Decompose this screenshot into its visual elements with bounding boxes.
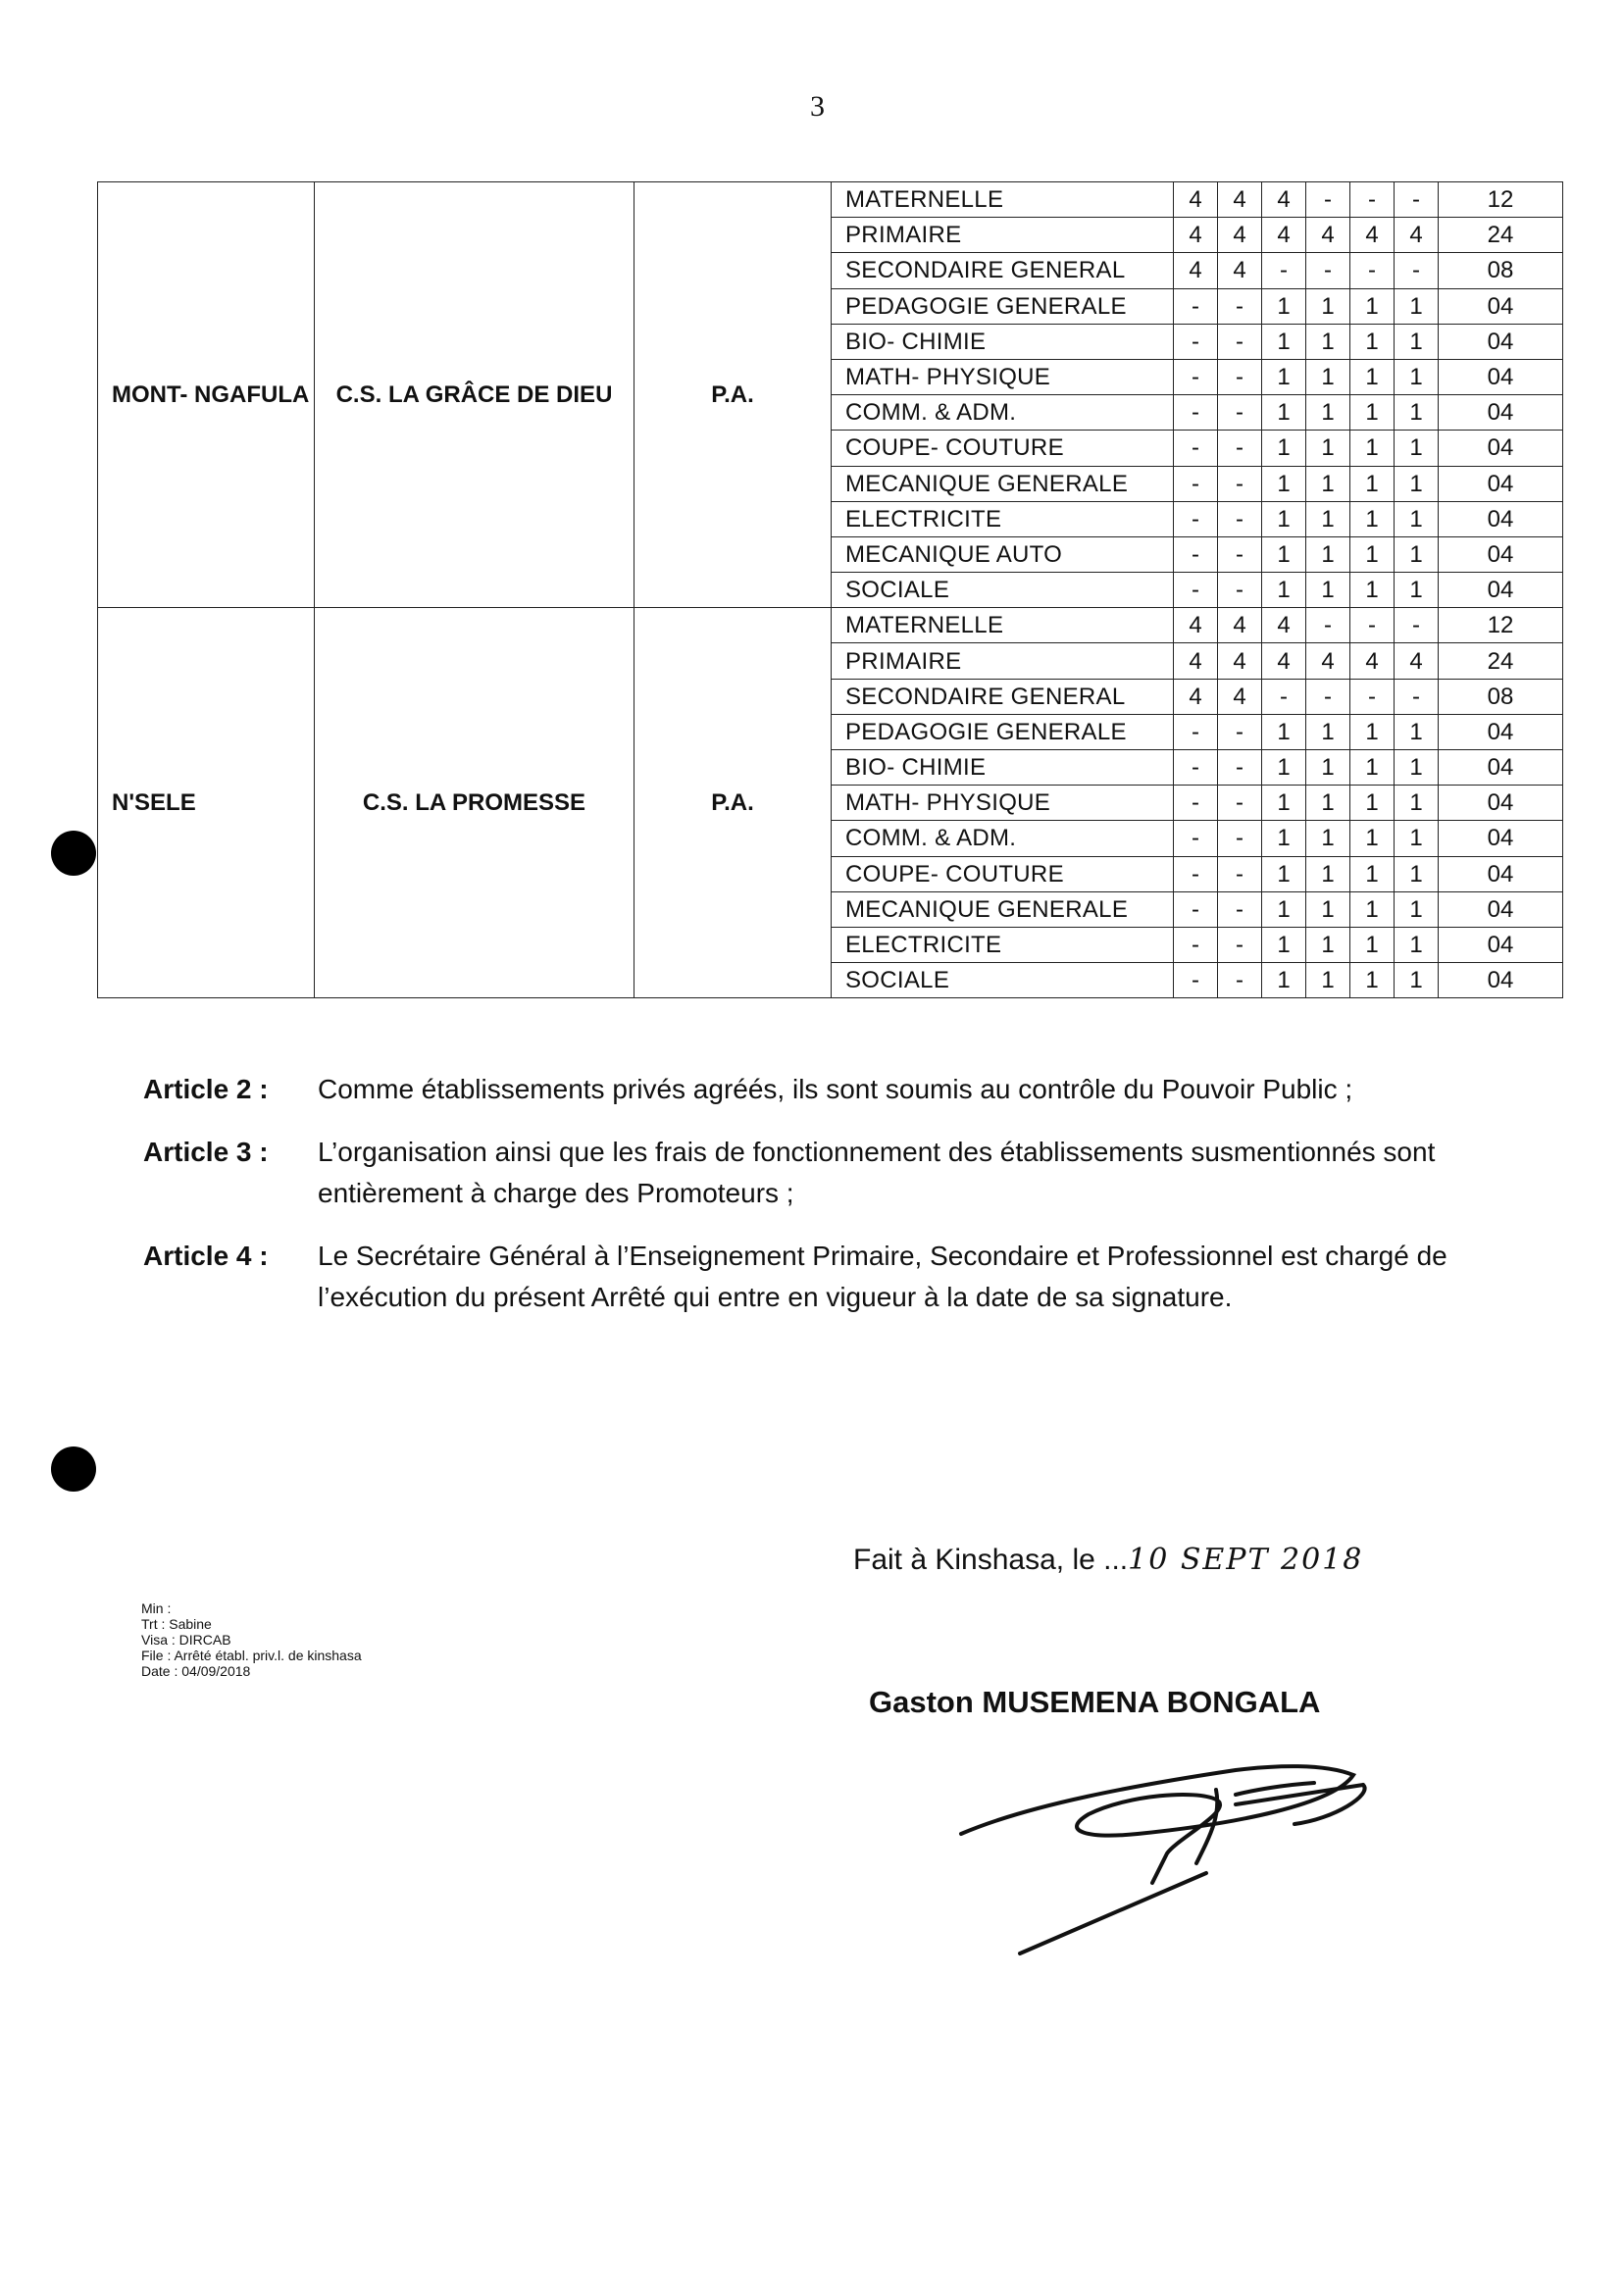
- class-count-cell: -: [1174, 536, 1218, 572]
- class-count-cell: 1: [1262, 714, 1306, 749]
- class-count-cell: -: [1350, 253, 1395, 288]
- class-count-cell: 1: [1395, 395, 1439, 431]
- class-count-cell: -: [1350, 679, 1395, 714]
- class-count-cell: 1: [1306, 786, 1350, 821]
- option-name-cell: BIO- CHIMIE: [832, 324, 1174, 359]
- option-name-cell: COMM. & ADM.: [832, 395, 1174, 431]
- class-count-cell: -: [1395, 608, 1439, 643]
- class-count-cell: 1: [1306, 288, 1350, 324]
- class-count-cell: -: [1174, 288, 1218, 324]
- option-name-cell: MATH- PHYSIQUE: [832, 786, 1174, 821]
- class-count-cell: 1: [1306, 891, 1350, 927]
- class-count-cell: -: [1306, 608, 1350, 643]
- class-count-cell: 4: [1262, 608, 1306, 643]
- class-count-cell: -: [1174, 821, 1218, 856]
- class-count-cell: 1: [1395, 891, 1439, 927]
- class-count-cell: -: [1174, 786, 1218, 821]
- class-count-cell: 1: [1306, 927, 1350, 962]
- option-name-cell: COMM. & ADM.: [832, 821, 1174, 856]
- class-count-cell: 1: [1306, 714, 1350, 749]
- total-cell: 12: [1439, 182, 1563, 218]
- class-count-cell: -: [1174, 431, 1218, 466]
- class-count-cell: 4: [1350, 643, 1395, 679]
- option-name-cell: SOCIALE: [832, 963, 1174, 998]
- class-count-cell: -: [1174, 501, 1218, 536]
- class-count-cell: 1: [1395, 288, 1439, 324]
- class-count-cell: 4: [1262, 182, 1306, 218]
- class-count-cell: -: [1218, 927, 1262, 962]
- class-count-cell: 1: [1350, 466, 1395, 501]
- class-count-cell: 1: [1395, 963, 1439, 998]
- article-label: Article 2 :: [143, 1074, 269, 1104]
- article: [143, 1236, 1447, 1318]
- class-count-cell: 1: [1306, 573, 1350, 608]
- metadata-line: Date : 04/09/2018: [141, 1663, 251, 1679]
- total-cell: 04: [1439, 963, 1563, 998]
- class-count-cell: -: [1174, 395, 1218, 431]
- article: [143, 1132, 1447, 1214]
- option-name-cell: PRIMAIRE: [832, 643, 1174, 679]
- class-count-cell: 1: [1350, 288, 1395, 324]
- class-count-cell: 1: [1262, 891, 1306, 927]
- metadata-line: File : Arrêté établ. priv.l. de kinshasa: [141, 1648, 362, 1663]
- total-cell: 04: [1439, 288, 1563, 324]
- total-cell: 04: [1439, 821, 1563, 856]
- signature: [941, 1746, 1393, 1971]
- regime-cell: P.A.: [634, 608, 832, 998]
- option-name-cell: SECONDAIRE GENERAL: [832, 679, 1174, 714]
- class-count-cell: -: [1174, 359, 1218, 394]
- class-count-cell: 1: [1350, 856, 1395, 891]
- class-count-cell: -: [1218, 573, 1262, 608]
- class-count-cell: 1: [1395, 856, 1439, 891]
- total-cell: 04: [1439, 395, 1563, 431]
- class-count-cell: 1: [1306, 359, 1350, 394]
- article-text: L’organisation ainsi que les frais de fonctionnement des établissements susmentionnés sont entièrement à charge des Promoteurs ;: [318, 1137, 1436, 1208]
- class-count-cell: 1: [1262, 288, 1306, 324]
- class-count-cell: 1: [1306, 821, 1350, 856]
- metadata-line: Min :: [141, 1600, 172, 1616]
- class-count-cell: 1: [1262, 359, 1306, 394]
- class-count-cell: 4: [1174, 608, 1218, 643]
- total-cell: 04: [1439, 891, 1563, 927]
- table-row: [98, 608, 1563, 643]
- total-cell: 24: [1439, 218, 1563, 253]
- class-count-cell: 1: [1262, 573, 1306, 608]
- option-name-cell: MECANIQUE AUTO: [832, 536, 1174, 572]
- class-count-cell: -: [1174, 573, 1218, 608]
- class-count-cell: 1: [1262, 927, 1306, 962]
- total-cell: 24: [1439, 643, 1563, 679]
- class-count-cell: 1: [1262, 431, 1306, 466]
- option-name-cell: MATERNELLE: [832, 608, 1174, 643]
- class-count-cell: 1: [1306, 466, 1350, 501]
- class-count-cell: 1: [1350, 501, 1395, 536]
- class-count-cell: -: [1306, 182, 1350, 218]
- total-cell: 04: [1439, 573, 1563, 608]
- class-count-cell: 1: [1350, 395, 1395, 431]
- class-count-cell: -: [1262, 253, 1306, 288]
- place-text: Fait à Kinshasa, le ...: [853, 1544, 1129, 1576]
- total-cell: 04: [1439, 927, 1563, 962]
- class-count-cell: -: [1306, 253, 1350, 288]
- class-count-cell: 1: [1395, 431, 1439, 466]
- total-cell: 04: [1439, 431, 1563, 466]
- option-name-cell: SOCIALE: [832, 573, 1174, 608]
- class-count-cell: 4: [1306, 218, 1350, 253]
- class-count-cell: -: [1218, 963, 1262, 998]
- total-cell: 04: [1439, 856, 1563, 891]
- option-name-cell: ELECTRICITE: [832, 927, 1174, 962]
- class-count-cell: 1: [1306, 324, 1350, 359]
- class-count-cell: -: [1350, 182, 1395, 218]
- class-count-cell: -: [1218, 501, 1262, 536]
- class-count-cell: 4: [1174, 182, 1218, 218]
- class-count-cell: 1: [1306, 750, 1350, 786]
- class-count-cell: 1: [1395, 750, 1439, 786]
- class-count-cell: 1: [1306, 856, 1350, 891]
- class-count-cell: 1: [1262, 750, 1306, 786]
- option-name-cell: COUPE- COUTURE: [832, 856, 1174, 891]
- class-count-cell: 1: [1262, 536, 1306, 572]
- class-count-cell: 4: [1218, 218, 1262, 253]
- class-count-cell: 1: [1306, 501, 1350, 536]
- class-count-cell: 1: [1262, 324, 1306, 359]
- article-label: Article 4 :: [143, 1241, 269, 1271]
- total-cell: 08: [1439, 679, 1563, 714]
- class-count-cell: 1: [1350, 821, 1395, 856]
- class-count-cell: -: [1174, 714, 1218, 749]
- commune-cell: MONT- NGAFULA: [98, 182, 315, 608]
- class-count-cell: -: [1174, 324, 1218, 359]
- total-cell: 04: [1439, 466, 1563, 501]
- class-count-cell: -: [1174, 891, 1218, 927]
- class-count-cell: -: [1218, 821, 1262, 856]
- handwritten-date: 10 SEPT 2018: [1128, 1543, 1364, 1577]
- class-count-cell: -: [1350, 608, 1395, 643]
- class-count-cell: 1: [1395, 501, 1439, 536]
- class-count-cell: 1: [1395, 714, 1439, 749]
- option-name-cell: MATERNELLE: [832, 182, 1174, 218]
- class-count-cell: -: [1174, 927, 1218, 962]
- class-count-cell: 1: [1262, 821, 1306, 856]
- class-count-cell: -: [1218, 431, 1262, 466]
- class-count-cell: 1: [1350, 750, 1395, 786]
- class-count-cell: -: [1218, 466, 1262, 501]
- class-count-cell: 1: [1306, 395, 1350, 431]
- class-count-cell: -: [1218, 395, 1262, 431]
- class-count-cell: -: [1218, 786, 1262, 821]
- class-count-cell: -: [1218, 714, 1262, 749]
- class-count-cell: -: [1174, 856, 1218, 891]
- class-count-cell: 1: [1395, 573, 1439, 608]
- punch-hole-mark: [51, 1446, 96, 1492]
- class-count-cell: 1: [1350, 324, 1395, 359]
- class-count-cell: -: [1395, 679, 1439, 714]
- class-count-cell: 1: [1395, 821, 1439, 856]
- class-count-cell: 1: [1262, 963, 1306, 998]
- place-date: [853, 1543, 1363, 1577]
- class-count-cell: 4: [1218, 608, 1262, 643]
- class-count-cell: -: [1218, 324, 1262, 359]
- option-name-cell: BIO- CHIMIE: [832, 750, 1174, 786]
- class-count-cell: 1: [1395, 466, 1439, 501]
- article-text: Le Secrétaire Général à l’Enseignement Primaire, Secondaire et Professionnel est chargé de l’exécution du présent Arrêté qui entre en vigueur à la date de sa signature.: [318, 1241, 1447, 1312]
- class-count-cell: 4: [1218, 643, 1262, 679]
- class-count-cell: 1: [1350, 786, 1395, 821]
- class-count-cell: -: [1218, 856, 1262, 891]
- class-count-cell: 1: [1306, 963, 1350, 998]
- article-label: Article 3 :: [143, 1137, 269, 1167]
- total-cell: 04: [1439, 359, 1563, 394]
- punch-hole-mark: [51, 831, 96, 876]
- schools-table: [97, 181, 1563, 998]
- option-name-cell: SECONDAIRE GENERAL: [832, 253, 1174, 288]
- class-count-cell: 4: [1174, 679, 1218, 714]
- class-count-cell: 1: [1306, 431, 1350, 466]
- class-count-cell: 4: [1306, 643, 1350, 679]
- class-count-cell: 4: [1262, 643, 1306, 679]
- option-name-cell: PEDAGOGIE GENERALE: [832, 288, 1174, 324]
- option-name-cell: MATH- PHYSIQUE: [832, 359, 1174, 394]
- class-count-cell: -: [1218, 750, 1262, 786]
- class-count-cell: 4: [1395, 643, 1439, 679]
- total-cell: 04: [1439, 750, 1563, 786]
- class-count-cell: 4: [1350, 218, 1395, 253]
- class-count-cell: -: [1262, 679, 1306, 714]
- total-cell: 04: [1439, 786, 1563, 821]
- metadata-line: Trt : Sabine: [141, 1616, 212, 1632]
- class-count-cell: -: [1306, 679, 1350, 714]
- class-count-cell: 4: [1395, 218, 1439, 253]
- class-count-cell: 4: [1218, 679, 1262, 714]
- class-count-cell: 4: [1174, 643, 1218, 679]
- class-count-cell: 4: [1174, 253, 1218, 288]
- metadata-line: Visa : DIRCAB: [141, 1632, 231, 1648]
- class-count-cell: 1: [1395, 786, 1439, 821]
- option-name-cell: COUPE- COUTURE: [832, 431, 1174, 466]
- class-count-cell: 1: [1350, 891, 1395, 927]
- class-count-cell: -: [1218, 891, 1262, 927]
- school-name-cell: C.S. LA GRÂCE DE DIEU: [315, 182, 634, 608]
- commune-cell: N'SELE: [98, 608, 315, 998]
- class-count-cell: -: [1218, 288, 1262, 324]
- class-count-cell: -: [1174, 750, 1218, 786]
- article: [143, 1069, 1447, 1110]
- class-count-cell: 1: [1395, 324, 1439, 359]
- class-count-cell: -: [1395, 253, 1439, 288]
- signer-name: Gaston MUSEMENA BONGALA: [869, 1685, 1321, 1719]
- class-count-cell: 4: [1262, 218, 1306, 253]
- option-name-cell: MECANIQUE GENERALE: [832, 466, 1174, 501]
- metadata-block: [141, 1600, 362, 1679]
- option-name-cell: ELECTRICITE: [832, 501, 1174, 536]
- class-count-cell: 1: [1395, 927, 1439, 962]
- class-count-cell: 1: [1350, 927, 1395, 962]
- class-count-cell: 1: [1350, 536, 1395, 572]
- total-cell: 04: [1439, 324, 1563, 359]
- class-count-cell: 1: [1262, 786, 1306, 821]
- class-count-cell: 1: [1395, 359, 1439, 394]
- class-count-cell: 4: [1218, 182, 1262, 218]
- article-text: Comme établissements privés agréés, ils sont soumis au contrôle du Pouvoir Public ;: [318, 1074, 1353, 1104]
- class-count-cell: 1: [1350, 963, 1395, 998]
- class-count-cell: 1: [1350, 573, 1395, 608]
- total-cell: 04: [1439, 536, 1563, 572]
- class-count-cell: 1: [1262, 501, 1306, 536]
- option-name-cell: PEDAGOGIE GENERALE: [832, 714, 1174, 749]
- class-count-cell: 1: [1262, 395, 1306, 431]
- total-cell: 04: [1439, 714, 1563, 749]
- page-number: 3: [810, 90, 825, 123]
- total-cell: 08: [1439, 253, 1563, 288]
- class-count-cell: 4: [1174, 218, 1218, 253]
- table-row: [98, 182, 1563, 218]
- regime-cell: P.A.: [634, 182, 832, 608]
- class-count-cell: -: [1174, 466, 1218, 501]
- total-cell: 12: [1439, 608, 1563, 643]
- option-name-cell: PRIMAIRE: [832, 218, 1174, 253]
- class-count-cell: 1: [1350, 714, 1395, 749]
- class-count-cell: 4: [1218, 253, 1262, 288]
- class-count-cell: 1: [1306, 536, 1350, 572]
- class-count-cell: 1: [1350, 431, 1395, 466]
- class-count-cell: -: [1218, 359, 1262, 394]
- class-count-cell: 1: [1262, 466, 1306, 501]
- total-cell: 04: [1439, 501, 1563, 536]
- articles: [143, 1069, 1447, 1340]
- class-count-cell: -: [1218, 536, 1262, 572]
- school-name-cell: C.S. LA PROMESSE: [315, 608, 634, 998]
- class-count-cell: -: [1395, 182, 1439, 218]
- class-count-cell: -: [1174, 963, 1218, 998]
- class-count-cell: 1: [1350, 359, 1395, 394]
- class-count-cell: 1: [1395, 536, 1439, 572]
- option-name-cell: MECANIQUE GENERALE: [832, 891, 1174, 927]
- class-count-cell: 1: [1262, 856, 1306, 891]
